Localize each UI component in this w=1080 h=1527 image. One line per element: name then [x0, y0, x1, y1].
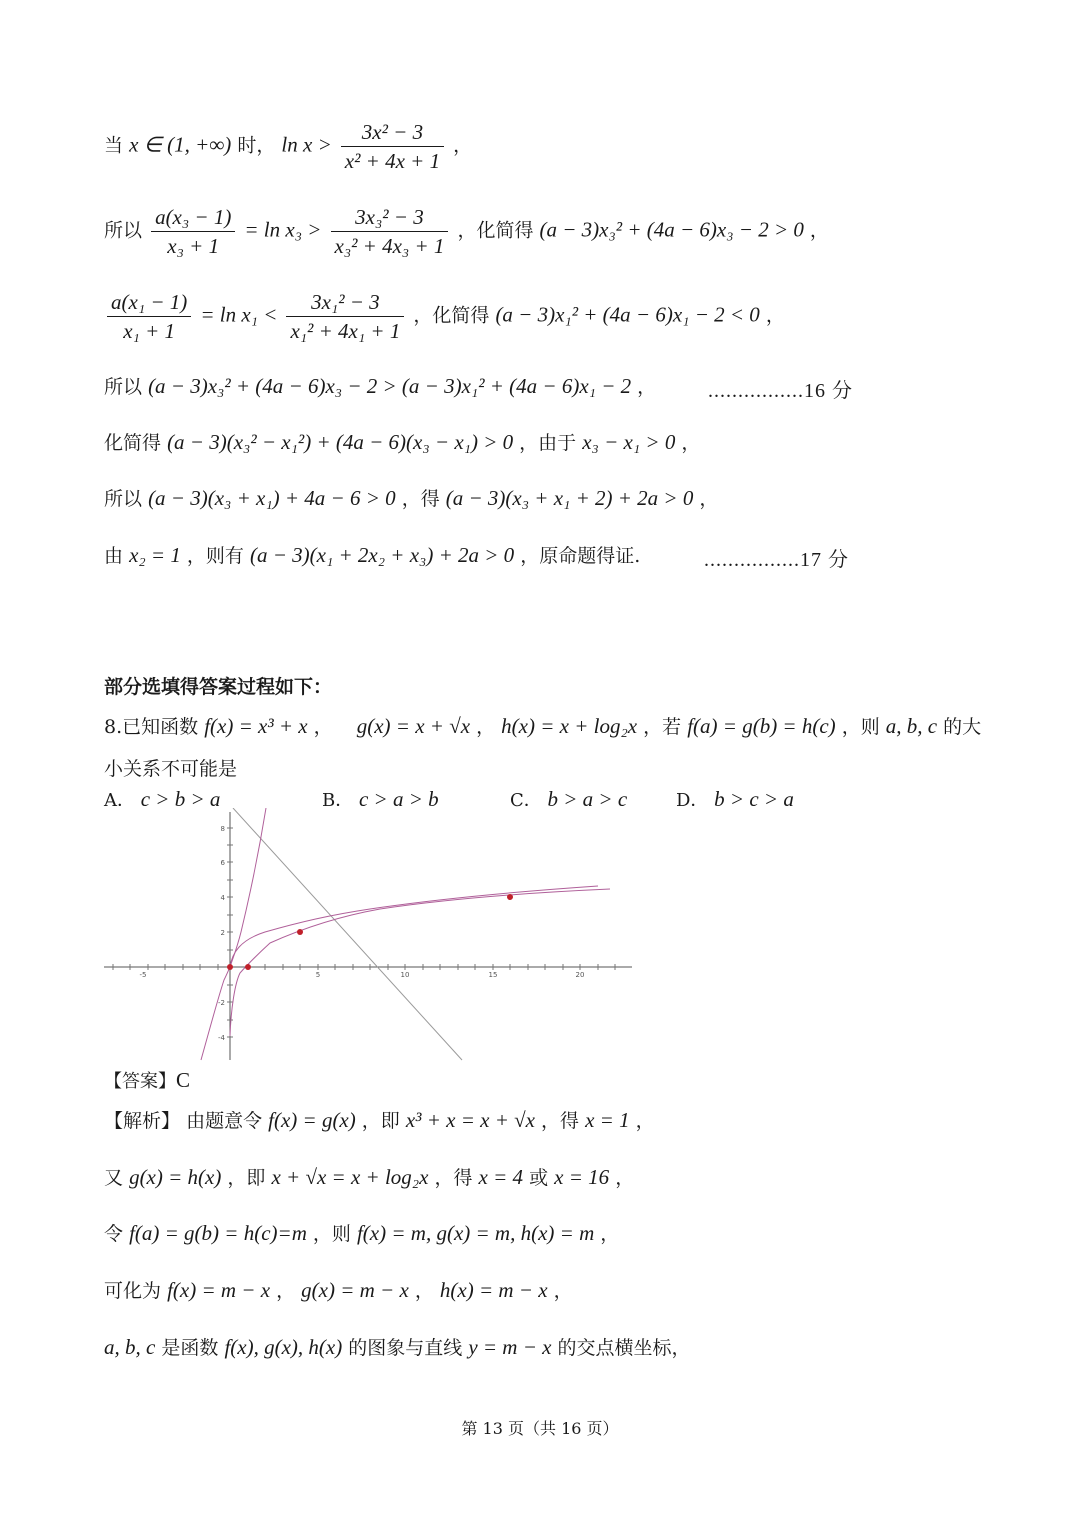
- y-tick-label: 4: [220, 894, 225, 902]
- math-expr: x = 4: [478, 1165, 524, 1189]
- math-expr: g(x) = m − x: [301, 1278, 409, 1302]
- option-expr: b > a > c: [547, 787, 628, 811]
- option-expr: b > c > a: [714, 787, 794, 811]
- curve-f: [201, 808, 266, 1060]
- text: 所以: [104, 376, 143, 398]
- text: ，: [635, 1110, 655, 1132]
- text: 的大: [943, 716, 982, 738]
- text: ，若: [643, 716, 682, 738]
- analysis-line-1: [104, 1108, 655, 1133]
- text: 由: [104, 545, 124, 567]
- math-expr: y = m − x: [468, 1335, 552, 1359]
- text: ，得: [401, 488, 440, 510]
- curve-g: [230, 886, 598, 967]
- proof-line-7: [104, 543, 640, 568]
- y-tick-label: 6: [220, 859, 225, 867]
- math-expr: = ln x₃ >: [244, 217, 322, 242]
- analysis-label: 【解析】: [104, 1110, 181, 1132]
- text: ，: [809, 219, 829, 242]
- intersection-point: [297, 929, 303, 935]
- text: ，: [313, 716, 333, 738]
- math-expr: x = 1: [585, 1108, 630, 1132]
- math-expr: f(x) = m − x: [167, 1278, 271, 1302]
- text: ，得: [541, 1110, 580, 1132]
- question-8-stem-2: 小关系不可能是: [104, 758, 238, 780]
- x-tick-label: -5: [139, 971, 147, 979]
- fraction: [331, 205, 449, 258]
- option-expr: c > a > b: [358, 787, 439, 811]
- text: ，: [765, 304, 785, 327]
- text: 的交点横坐标，: [557, 1337, 691, 1359]
- math-expr: x = 16: [554, 1165, 610, 1189]
- fraction-denominator: x₁ + 1: [107, 316, 191, 343]
- fraction: [341, 120, 444, 173]
- option-label: B．: [322, 790, 354, 811]
- analysis-line-2: [104, 1165, 634, 1190]
- math-expr: x₂ = 1: [129, 543, 181, 567]
- text: 时，: [237, 134, 276, 157]
- text: ，: [615, 1167, 635, 1189]
- proof-line-6: [104, 486, 718, 511]
- analysis-line-3: [104, 1221, 619, 1246]
- text: 所以: [104, 488, 143, 510]
- text: ，则: [841, 716, 880, 738]
- fraction: [107, 290, 191, 343]
- text: ，即: [227, 1167, 266, 1189]
- math-expr: f(x) = g(x): [268, 1108, 356, 1132]
- fraction-denominator: x₁² + 4x₁ + 1: [286, 316, 404, 343]
- intersection-point: [245, 964, 251, 970]
- fraction: [151, 205, 235, 258]
- text: ，由于: [519, 432, 577, 454]
- text: 的图象与直线: [348, 1337, 463, 1359]
- proof-line-4: [104, 374, 656, 399]
- fraction-numerator: 3x₁² − 3: [311, 290, 380, 314]
- text: ，得: [434, 1167, 473, 1189]
- math-expr: h(x) = m − x: [439, 1278, 548, 1302]
- question-8-stem: [104, 714, 981, 739]
- score-16: ................16 分: [708, 380, 853, 402]
- fraction-numerator: a(x₁ − 1): [111, 290, 188, 314]
- fraction-numerator: 3x₃² − 3: [355, 205, 424, 229]
- analysis-line-4: [104, 1278, 573, 1303]
- line-y-m-minus-x: [233, 808, 462, 1060]
- text: ，: [681, 432, 701, 454]
- math-expr: f(a) = g(b) = h(c): [687, 714, 836, 738]
- math-expr: (a − 3)x₃² + (4a − 6)x₃ − 2 > (a − 3)x₁² + (4a − 6)x₁ − 2: [148, 374, 632, 398]
- text: ，: [699, 488, 719, 510]
- text: ，: [476, 716, 496, 738]
- text: 或: [529, 1167, 549, 1189]
- math-expr: = ln x₁ <: [200, 302, 278, 327]
- math-expr: g(x) = h(x): [129, 1165, 222, 1189]
- proof-line-2: [104, 205, 829, 258]
- fraction-numerator: a(x₃ − 1): [155, 205, 232, 229]
- math-expr: a, b, c: [104, 1335, 156, 1359]
- text: 令: [104, 1223, 124, 1245]
- proof-line-5: [104, 430, 700, 455]
- math-expr: f(a) = g(b) = h(c)=m: [129, 1221, 307, 1245]
- x-tick-label: 10: [400, 971, 410, 979]
- text: ，: [453, 134, 473, 157]
- answer-value: C: [176, 1068, 191, 1092]
- text: ，: [414, 1280, 434, 1302]
- intersection-point: [507, 894, 513, 900]
- text: ，化简得: [457, 219, 534, 242]
- score-17: ................17 分: [704, 549, 849, 571]
- section-heading: 部分选填得答案过程如下：: [104, 676, 333, 698]
- y-tick-label: -4: [218, 1034, 225, 1042]
- text: ，: [600, 1223, 620, 1245]
- math-expr: (a − 3)x₁² + (4a − 6)x₁ − 2 < 0: [495, 302, 760, 327]
- y-tick-label: -2: [218, 999, 225, 1007]
- option-label: C．: [510, 790, 542, 811]
- answer-line: [104, 1068, 190, 1094]
- text: 所以: [104, 219, 143, 242]
- math-expr: (a − 3)(x₃ + x₁) + 4a − 6 > 0: [148, 486, 396, 510]
- fraction-denominator: x² + 4x + 1: [341, 146, 444, 173]
- text: ，则有: [186, 545, 244, 567]
- fraction-denominator: x₃² + 4x₃ + 1: [331, 231, 449, 258]
- math-expr: x + √x = x + log₂x: [271, 1165, 429, 1189]
- math-expr: f(x) = x³ + x: [204, 714, 308, 738]
- math-expr: f(x) = m, g(x) = m, h(x) = m: [356, 1221, 595, 1245]
- text: ，化简得: [413, 304, 490, 327]
- text: ，则: [312, 1223, 351, 1245]
- option-label: D．: [676, 790, 709, 811]
- text: 化简得: [104, 432, 162, 454]
- text: 是函数: [161, 1337, 219, 1359]
- option-label: A．: [104, 790, 135, 811]
- fraction-denominator: x₃ + 1: [151, 231, 235, 258]
- math-expr: (a − 3)(x₃² − x₁²) + (4a − 6)(x₃ − x₁) > 0: [167, 430, 514, 454]
- text: 由题意令: [186, 1110, 263, 1132]
- text: ，: [637, 376, 657, 398]
- option-expr: c > b > a: [140, 787, 221, 811]
- text: 可化为: [104, 1280, 162, 1302]
- y-tick-label: 2: [220, 929, 225, 937]
- math-expr: x₃ − x₁ > 0: [582, 430, 676, 454]
- text: ，即: [361, 1110, 400, 1132]
- math-expr: (a − 3)x₃² + (4a − 6)x₃ − 2 > 0: [539, 217, 804, 242]
- math-expr: (a − 3)(x₃ + x₁ + 2) + 2a > 0: [445, 486, 694, 510]
- fraction-numerator: 3x² − 3: [361, 120, 424, 144]
- math-expr: (a − 3)(x₁ + 2x₂ + x₃) + 2a > 0: [249, 543, 515, 567]
- x-tick-label: 15: [488, 971, 498, 979]
- math-expr: f(x), g(x), h(x): [224, 1335, 343, 1359]
- answer-label: 【答案】: [104, 1071, 176, 1092]
- text: ，: [276, 1280, 296, 1302]
- y-tick-label: 8: [220, 825, 225, 833]
- text: 当: [104, 134, 124, 157]
- text: 又: [104, 1167, 124, 1189]
- intersection-point: [227, 964, 233, 970]
- x-tick-label: 5: [315, 971, 321, 979]
- text: 8.已知函数: [104, 716, 199, 738]
- text: ，原命题得证.: [520, 545, 641, 567]
- math-expr: x³ + x = x + √x: [405, 1108, 535, 1132]
- math-expr: x ∈ (1, +∞): [129, 132, 232, 157]
- math-expr: ln x >: [281, 132, 332, 157]
- option-d: [676, 786, 794, 812]
- math-expr: h(x) = x + log₂x: [501, 714, 638, 738]
- proof-line-1: [104, 120, 472, 173]
- proof-line-3: [104, 290, 785, 343]
- text: ，: [553, 1280, 573, 1302]
- math-expr: g(x) = x + √x: [356, 714, 471, 738]
- page-footer: 第 13 页（共 16 页）: [461, 1419, 619, 1438]
- function-graph: [100, 808, 640, 1064]
- fraction: [286, 290, 404, 343]
- math-expr: a, b, c: [885, 714, 938, 738]
- analysis-line-5: [104, 1335, 691, 1360]
- x-tick-label: 20: [575, 971, 585, 979]
